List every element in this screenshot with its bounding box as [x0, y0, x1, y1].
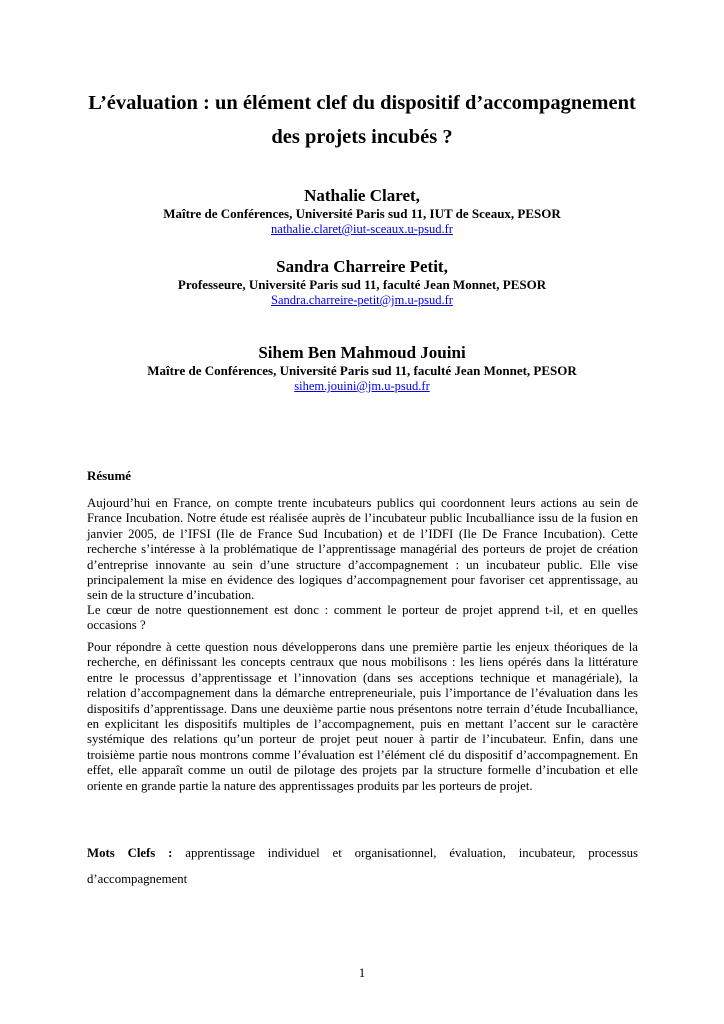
author-block-3 — [40, 343, 684, 394]
author-email-link[interactable]: Sandra.charreire-petit@jm.u-psud.fr — [271, 293, 453, 307]
abstract-paragraph-3: Pour répondre à cette question nous développerons dans une première partie les enjeux théoriques de la recherche, en définissant les concepts centraux que nous mobilisons : les liens opérés dans la littérature entre le processus d’apprentissage et l’innovation (dans ses acceptions technique et managériale), la relation d’accompagnement dans la démarche entrepreneuriale, puis l’importance de l’évaluation dans les dispositifs d’apprentissage. Dans une deuxième partie nous présentons notre terrain d’étude Incuballiance, en explicitant les dispositifs multiples de l’accompagnement, puis en mettant l’accent sur le caractère systémique des relations qu’un porteur de projet peut nouer à partir de l’incubateur. Enfin, dans une troisième partie nous montrons comme l’évaluation est l’élément clé du dispositif d’accompagnement. En effet, elle apparaît comme un outil de pilotage des projets par la structure formelle d’incubation et elle oriente en grande partie la nature des apprentissages produits par les porteurs de projet. — [87, 640, 638, 793]
keywords-line — [87, 840, 638, 892]
author-block-1 — [40, 186, 684, 237]
paper-title-line-1: L’évaluation : un élément clef du dispositif d’accompagnement — [88, 92, 636, 114]
keywords-label: Mots Clefs : — [87, 846, 173, 860]
author-name: Nathalie Claret, — [304, 186, 420, 205]
abstract-heading: Résumé — [87, 468, 132, 483]
author-email-link[interactable]: nathalie.claret@iut-sceaux.u-psud.fr — [271, 222, 453, 236]
paper-title-line-2: des projets incubés ? — [271, 126, 453, 148]
keywords-text: apprentissage individuel et organisationnel, évaluation, incubateur, processus d’accompagnement — [87, 846, 638, 886]
author-affiliation: Professeure, Université Paris sud 11, faculté Jean Monnet, PESOR — [177, 277, 547, 292]
author-affiliation: Maître de Conférences, Université Paris sud 11, IUT de Sceaux, PESOR — [163, 206, 561, 221]
author-block-2 — [40, 257, 684, 308]
author-affiliation: Maître de Conférences, Université Paris sud 11, faculté Jean Monnet, PESOR — [147, 363, 577, 378]
author-name: Sandra Charreire Petit, — [276, 257, 448, 276]
abstract-paragraph-1: Aujourd’hui en France, on compte trente incubateurs publics qui coordonnent leurs actions au sein de France Incubation. Notre étude est réalisée auprès de l’incubateur public Incuballiance issu de la fusion en janvier 2005, de l’IFSI (Ile de France Sud Incubation) et de l’IDFI (Ile De France Incubation). Cette recherche s’intéresse à la problématique de l’apprentissage managérial des porteurs de projet de création d’entreprise innovante au sein d’une structure d’accompagnement : un incubateur public. Elle vise principalement la mise en évidence des logiques d’accompagnement pour favoriser cet apprentissage, au sein de la structure d’incubation. — [87, 496, 638, 603]
page-number: 1 — [358, 965, 366, 980]
paper-title — [60, 86, 664, 154]
abstract-paragraph-2: Le cœur de notre questionnement est donc : comment le porteur de projet apprend t-il, et en quelles occasions ? — [87, 603, 638, 633]
author-name: Sihem Ben Mahmoud Jouini — [258, 343, 466, 362]
author-email-link[interactable]: sihem.jouini@jm.u-psud.fr — [294, 379, 430, 393]
